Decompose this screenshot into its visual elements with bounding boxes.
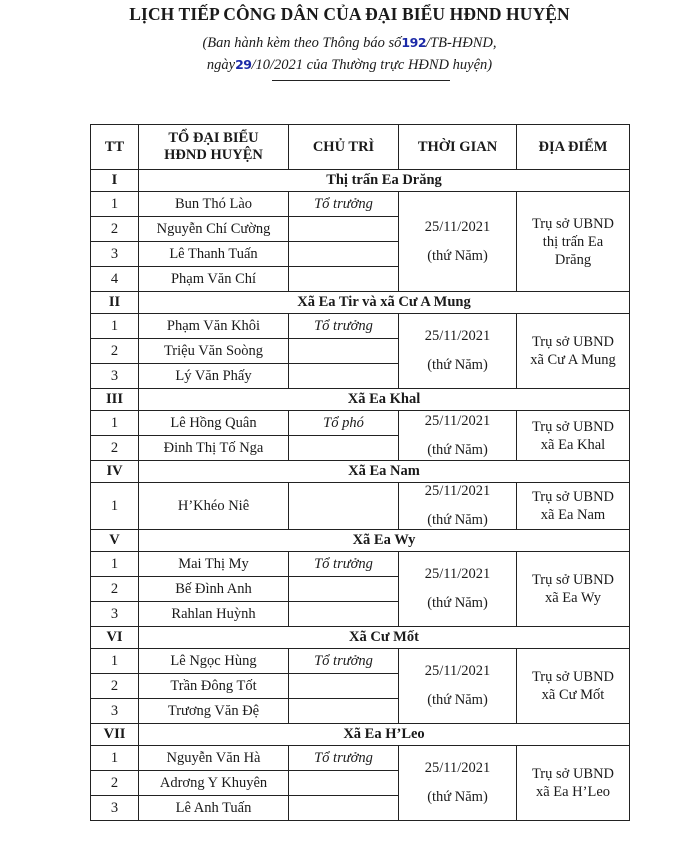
meeting-weekday: (thứ Năm) bbox=[427, 247, 488, 264]
meeting-weekday: (thứ Năm) bbox=[427, 357, 488, 373]
place-line: xã Ea Wy bbox=[544, 590, 602, 606]
section-name: Xã Ea Nam bbox=[139, 461, 630, 483]
meeting-weekday: (thứ Năm) bbox=[427, 595, 488, 611]
section-name: Xã Ea Wy bbox=[139, 530, 630, 552]
member-role bbox=[289, 436, 399, 461]
member-role bbox=[289, 217, 399, 242]
section-number: V bbox=[91, 530, 139, 552]
place-line: Trụ sở UBND bbox=[531, 669, 615, 685]
meeting-date: 25/11/2021 bbox=[424, 483, 491, 499]
member-number: 1 bbox=[91, 552, 139, 577]
member-row bbox=[91, 411, 630, 436]
meeting-place bbox=[517, 411, 630, 461]
member-name: Nguyễn Chí Cường bbox=[139, 217, 289, 242]
member-name: Adrơng Y Khuyên bbox=[139, 771, 289, 796]
section-row bbox=[91, 530, 630, 552]
handwritten-day: 29 bbox=[235, 57, 252, 72]
member-number: 3 bbox=[91, 602, 139, 627]
member-name: Nguyễn Văn Hà bbox=[139, 746, 289, 771]
member-name: H’Khéo Niê bbox=[139, 483, 289, 530]
member-row bbox=[91, 746, 630, 771]
section-number: IV bbox=[91, 461, 139, 483]
place-line: Trụ sở UBND bbox=[531, 334, 615, 350]
member-name: Trần Đông Tốt bbox=[139, 674, 289, 699]
header-group-line1: TỔ ĐẠI BIỂU bbox=[168, 130, 259, 146]
member-name: Trương Văn Đệ bbox=[139, 699, 289, 724]
member-role bbox=[289, 339, 399, 364]
member-number: 1 bbox=[91, 411, 139, 436]
meeting-time bbox=[399, 411, 517, 461]
meeting-place bbox=[517, 314, 630, 389]
member-name: Rahlan Huỳnh bbox=[139, 602, 289, 627]
member-name: Mai Thị My bbox=[139, 552, 289, 577]
member-role: Tổ phó bbox=[289, 411, 399, 436]
member-role: Tổ trưởng bbox=[289, 314, 399, 339]
member-role: Tổ trưởng bbox=[289, 552, 399, 577]
section-name: Xã Ea H’Leo bbox=[139, 724, 630, 746]
member-name: Đinh Thị Tố Nga bbox=[139, 436, 289, 461]
meeting-place bbox=[517, 192, 630, 292]
member-name: Bun Thó Lào bbox=[139, 192, 289, 217]
member-role bbox=[289, 483, 399, 530]
meeting-weekday: (thứ Năm) bbox=[427, 789, 488, 805]
meeting-date: 25/11/2021 bbox=[424, 760, 491, 776]
member-number: 1 bbox=[91, 314, 139, 339]
member-name: Lê Thanh Tuấn bbox=[139, 242, 289, 267]
member-number: 2 bbox=[91, 771, 139, 796]
member-row bbox=[91, 483, 630, 530]
member-row bbox=[91, 314, 630, 339]
section-number: VII bbox=[91, 724, 139, 746]
member-number: 2 bbox=[91, 674, 139, 699]
section-number: III bbox=[91, 389, 139, 411]
member-name: Lý Văn Phấy bbox=[139, 364, 289, 389]
section-row bbox=[91, 389, 630, 411]
section-number: II bbox=[91, 292, 139, 314]
place-line: xã Ea Nam bbox=[540, 507, 606, 523]
place-line: Trụ sở UBND bbox=[531, 766, 615, 782]
member-row bbox=[91, 649, 630, 674]
member-number: 3 bbox=[91, 699, 139, 724]
meeting-date: 25/11/2021 bbox=[424, 663, 491, 679]
member-number: 2 bbox=[91, 339, 139, 364]
meeting-place bbox=[517, 746, 630, 821]
member-number: 2 bbox=[91, 577, 139, 602]
member-name: Phạm Văn Khôi bbox=[139, 314, 289, 339]
member-number: 2 bbox=[91, 217, 139, 242]
meeting-time bbox=[399, 314, 517, 389]
section-row bbox=[91, 724, 630, 746]
section-name: Xã Ea Khal bbox=[139, 389, 630, 411]
meeting-weekday: (thứ Năm) bbox=[427, 692, 488, 708]
meeting-time bbox=[399, 649, 517, 724]
meeting-time bbox=[399, 483, 517, 530]
member-number: 1 bbox=[91, 649, 139, 674]
section-name: Xã Ea Tir và xã Cư A Mung bbox=[139, 292, 630, 314]
section-row bbox=[91, 461, 630, 483]
meeting-place bbox=[517, 552, 630, 627]
section-number: VI bbox=[91, 627, 139, 649]
member-role bbox=[289, 771, 399, 796]
place-line: thị trấn Ea bbox=[542, 233, 604, 250]
meeting-time bbox=[399, 192, 517, 292]
member-row bbox=[91, 192, 630, 217]
header-group bbox=[139, 125, 289, 170]
header-place: ĐỊA ĐIỂM bbox=[517, 125, 630, 170]
member-number: 2 bbox=[91, 436, 139, 461]
member-role bbox=[289, 602, 399, 627]
subtitle-text: ngày bbox=[206, 57, 236, 73]
header-tt: TT bbox=[91, 125, 139, 170]
meeting-weekday: (thứ Năm) bbox=[427, 441, 488, 458]
section-row bbox=[91, 292, 630, 314]
table-header-row bbox=[91, 125, 630, 170]
place-line: xã Ea H’Leo bbox=[535, 784, 611, 800]
member-role bbox=[289, 796, 399, 821]
member-role bbox=[289, 699, 399, 724]
member-name: Bế Đình Anh bbox=[139, 577, 289, 602]
subtitle-line-2 bbox=[0, 57, 699, 74]
member-name: Lê Anh Tuấn bbox=[139, 796, 289, 821]
member-number: 3 bbox=[91, 242, 139, 267]
section-number: I bbox=[91, 170, 139, 192]
place-line: xã Ea Khal bbox=[540, 436, 606, 453]
member-number: 1 bbox=[91, 192, 139, 217]
member-number: 3 bbox=[91, 364, 139, 389]
place-line: Trụ sở UBND bbox=[531, 489, 615, 505]
section-name: Thị trấn Ea Drăng bbox=[139, 170, 630, 192]
member-row bbox=[91, 552, 630, 577]
member-number: 3 bbox=[91, 796, 139, 821]
section-row bbox=[91, 627, 630, 649]
meeting-place bbox=[517, 649, 630, 724]
member-name: Lê Hồng Quân bbox=[139, 411, 289, 436]
member-role bbox=[289, 364, 399, 389]
meeting-place bbox=[517, 483, 630, 530]
meeting-date: 25/11/2021 bbox=[424, 328, 491, 344]
subtitle-text: /TB-HĐND, bbox=[426, 35, 497, 51]
meeting-time bbox=[399, 552, 517, 627]
schedule-table bbox=[90, 124, 630, 821]
header-chair: CHỦ TRÌ bbox=[289, 125, 399, 170]
header-time: THỜI GIAN bbox=[399, 125, 517, 170]
member-role bbox=[289, 674, 399, 699]
member-role bbox=[289, 267, 399, 292]
meeting-date: 25/11/2021 bbox=[424, 566, 491, 582]
member-name: Triệu Văn Soòng bbox=[139, 339, 289, 364]
handwritten-number: 192 bbox=[401, 35, 427, 50]
member-role: Tổ trưởng bbox=[289, 649, 399, 674]
subtitle-text: (Ban hành kèm theo Thông báo số bbox=[202, 35, 402, 51]
member-role: Tổ trưởng bbox=[289, 746, 399, 771]
place-line: Trụ sở UBND bbox=[531, 215, 615, 232]
meeting-time bbox=[399, 746, 517, 821]
member-role bbox=[289, 242, 399, 267]
meeting-weekday: (thứ Năm) bbox=[427, 512, 488, 528]
subtitle-text: /10/2021 của Thường trực HĐND huyện) bbox=[251, 57, 493, 73]
member-number: 1 bbox=[91, 483, 139, 530]
member-name: Phạm Văn Chí bbox=[139, 267, 289, 292]
place-line: Drăng bbox=[554, 251, 592, 268]
subtitle-line-1 bbox=[0, 35, 699, 52]
meeting-date: 25/11/2021 bbox=[424, 412, 491, 429]
document-title: LỊCH TIẾP CÔNG DÂN CỦA ĐẠI BIỂU HĐND HUYỆN bbox=[129, 4, 570, 24]
title-underline bbox=[272, 80, 450, 81]
member-role bbox=[289, 577, 399, 602]
member-role: Tổ trưởng bbox=[289, 192, 399, 217]
section-row bbox=[91, 170, 630, 192]
place-line: xã Cư A Mung bbox=[530, 352, 616, 368]
member-name: Lê Ngọc Hùng bbox=[139, 649, 289, 674]
header-group-line2: HĐND HUYỆN bbox=[164, 147, 263, 163]
place-line: Trụ sở UBND bbox=[531, 418, 615, 435]
member-number: 1 bbox=[91, 746, 139, 771]
meeting-date: 25/11/2021 bbox=[424, 218, 491, 235]
member-number: 4 bbox=[91, 267, 139, 292]
place-line: xã Cư Mốt bbox=[541, 687, 605, 703]
section-name: Xã Cư Mốt bbox=[139, 627, 630, 649]
place-line: Trụ sở UBND bbox=[531, 572, 615, 588]
